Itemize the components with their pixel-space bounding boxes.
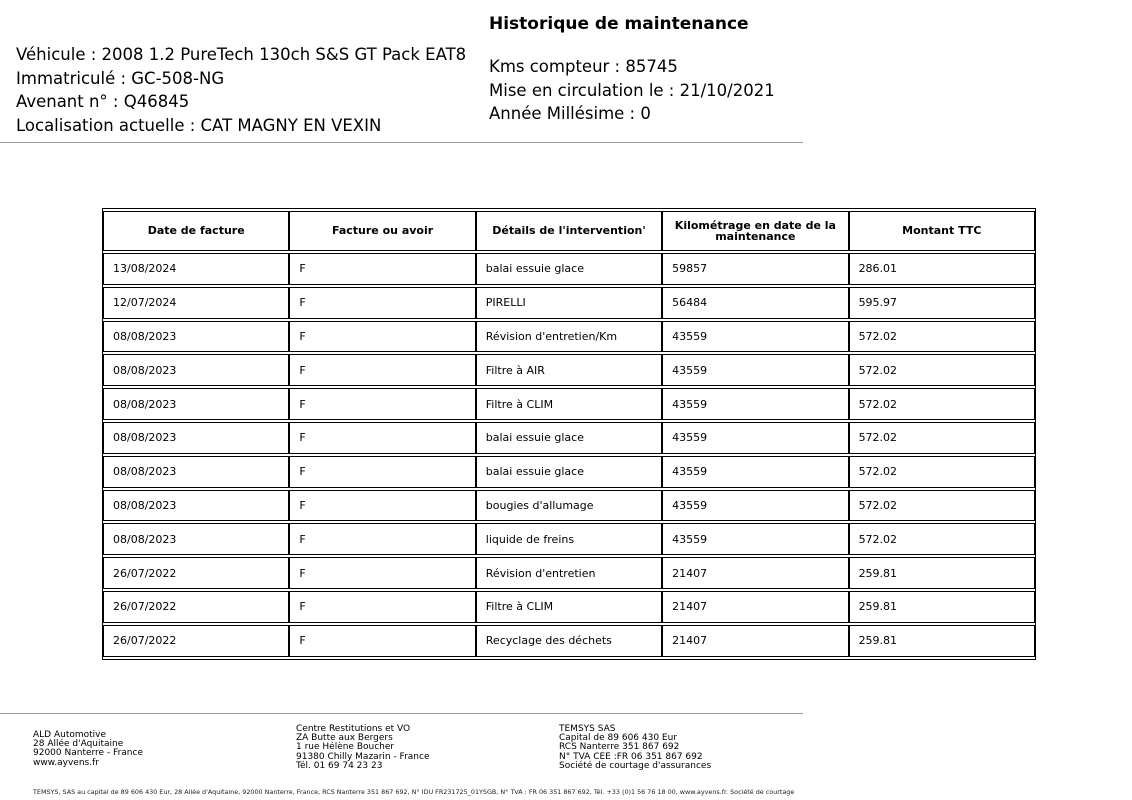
amount-cell: 595.97 bbox=[849, 287, 1035, 319]
column-header: Kilométrage en date de la maintenance bbox=[662, 211, 848, 251]
footer-line: 92000 Nanterre - France bbox=[33, 748, 143, 759]
column-header: Facture ou avoir bbox=[289, 211, 475, 251]
mileage-cell: 21407 bbox=[662, 557, 848, 589]
invoice-date-cell: 08/08/2023 bbox=[103, 354, 289, 386]
amount-cell: 572.02 bbox=[849, 456, 1035, 488]
amount-cell: 259.81 bbox=[849, 591, 1035, 623]
intervention-details-cell: bougies d'allumage bbox=[476, 490, 662, 522]
invoice-date-cell: 26/07/2022 bbox=[103, 557, 289, 589]
table-row bbox=[103, 456, 1035, 488]
invoice-type-cell: F bbox=[289, 422, 475, 454]
column-header: Montant TTC bbox=[849, 211, 1035, 251]
mileage-cell: 43559 bbox=[662, 354, 848, 386]
invoice-date-cell: 08/08/2023 bbox=[103, 523, 289, 555]
invoice-type-cell: F bbox=[289, 253, 475, 285]
table-row bbox=[103, 354, 1035, 386]
invoice-date-cell: 13/08/2024 bbox=[103, 253, 289, 285]
amount-cell: 259.81 bbox=[849, 557, 1035, 589]
mileage-cell: 43559 bbox=[662, 321, 848, 353]
mileage-cell: 21407 bbox=[662, 591, 848, 623]
mileage-cell: 43559 bbox=[662, 490, 848, 522]
amount-cell: 572.02 bbox=[849, 354, 1035, 386]
registration-number: Immatriculé : GC-508-NG bbox=[16, 68, 225, 88]
intervention-details-cell: Recyclage des déchets bbox=[476, 625, 662, 657]
amendment-number: Avenant n° : Q46845 bbox=[16, 92, 190, 111]
footer-divider bbox=[0, 713, 803, 714]
amount-cell: 572.02 bbox=[849, 523, 1035, 555]
footer-line: N° TVA CEE :FR 06 351 867 692 bbox=[559, 751, 703, 762]
amount-cell: 259.81 bbox=[849, 625, 1035, 657]
invoice-type-cell: F bbox=[289, 591, 475, 623]
table-row bbox=[103, 321, 1035, 353]
footer-line: www.ayvens.fr bbox=[33, 757, 99, 768]
maintenance-table bbox=[102, 208, 1036, 660]
odometer-reading: Kms compteur : 85745 bbox=[489, 57, 678, 76]
invoice-type-cell: F bbox=[289, 523, 475, 555]
footer-line: Centre Restitutions et VO bbox=[296, 724, 411, 734]
intervention-details-cell: Révision d'entretien/Km bbox=[476, 321, 662, 353]
header-divider bbox=[0, 142, 803, 143]
invoice-date-cell: 08/08/2023 bbox=[103, 388, 289, 420]
table-row bbox=[103, 557, 1035, 589]
column-header: Date de facture bbox=[103, 211, 289, 251]
table-row bbox=[103, 388, 1035, 420]
footer-line: TEMSYS SAS bbox=[559, 724, 616, 734]
first-registration-date: Mise en circulation le : 21/10/2021 bbox=[489, 80, 775, 100]
table-row bbox=[103, 422, 1035, 454]
invoice-date-cell: 08/08/2023 bbox=[103, 321, 289, 353]
intervention-details-cell: Filtre à AIR bbox=[476, 354, 662, 386]
invoice-type-cell: F bbox=[289, 456, 475, 488]
invoice-date-cell: 26/07/2022 bbox=[103, 591, 289, 623]
mileage-cell: 21407 bbox=[662, 625, 848, 657]
mileage-cell: 56484 bbox=[662, 287, 848, 319]
footer-line: Tél. 01 69 74 23 23 bbox=[296, 760, 383, 771]
invoice-date-cell: 08/08/2023 bbox=[103, 490, 289, 522]
mileage-cell: 43559 bbox=[662, 456, 848, 488]
footer-line: Capital de 89 606 430 Eur bbox=[559, 733, 678, 744]
amount-cell: 572.02 bbox=[849, 321, 1035, 353]
intervention-details-cell: PIRELLI bbox=[476, 287, 662, 319]
invoice-date-cell: 08/08/2023 bbox=[103, 422, 289, 454]
intervention-details-cell: Filtre à CLIM bbox=[476, 388, 662, 420]
amount-cell: 572.02 bbox=[849, 490, 1035, 522]
mileage-cell: 59857 bbox=[662, 253, 848, 285]
intervention-details-cell: liquide de freins bbox=[476, 523, 662, 555]
invoice-type-cell: F bbox=[289, 321, 475, 353]
mileage-cell: 43559 bbox=[662, 523, 848, 555]
table-row bbox=[103, 490, 1035, 522]
table-body bbox=[103, 253, 1035, 657]
invoice-type-cell: F bbox=[289, 354, 475, 386]
invoice-type-cell: F bbox=[289, 557, 475, 589]
invoice-date-cell: 26/07/2022 bbox=[103, 625, 289, 657]
footer-line: 91380 Chilly Mazarin - France bbox=[296, 751, 430, 762]
footer-line: Société de courtage d'assurances bbox=[559, 760, 712, 771]
invoice-type-cell: F bbox=[289, 287, 475, 319]
table-row bbox=[103, 625, 1035, 657]
footer-legal-entity bbox=[559, 725, 711, 771]
table-row bbox=[103, 287, 1035, 319]
footer-line: ALD Automotive bbox=[33, 730, 107, 740]
intervention-details-cell: Filtre à CLIM bbox=[476, 591, 662, 623]
intervention-details-cell: Révision d'entretien bbox=[476, 557, 662, 589]
vehicle-info bbox=[16, 43, 466, 137]
vehicle-model: Véhicule : 2008 1.2 PureTech 130ch S&S GT Pack EAT8 bbox=[16, 45, 467, 64]
mileage-cell: 43559 bbox=[662, 422, 848, 454]
footer-company-address bbox=[33, 731, 143, 768]
amount-cell: 572.02 bbox=[849, 422, 1035, 454]
footer-line: ZA Butte aux Bergers bbox=[296, 733, 393, 744]
footer-line: 28 Allée d'Aquitaine bbox=[33, 739, 124, 750]
page-title: Historique de maintenance bbox=[489, 14, 749, 34]
intervention-details-cell: balai essuie glace bbox=[476, 456, 662, 488]
table-header-row bbox=[103, 211, 1035, 251]
amount-cell: 572.02 bbox=[849, 388, 1035, 420]
table-row bbox=[103, 523, 1035, 555]
footer-line: 1 rue Hélène Boucher bbox=[296, 742, 395, 753]
invoice-type-cell: F bbox=[289, 625, 475, 657]
invoice-type-cell: F bbox=[289, 388, 475, 420]
mileage-info bbox=[489, 55, 775, 126]
footer-line: RCS Nanterre 351 867 692 bbox=[559, 742, 680, 753]
intervention-details-cell: balai essuie glace bbox=[476, 422, 662, 454]
mileage-cell: 43559 bbox=[662, 388, 848, 420]
table-row bbox=[103, 253, 1035, 285]
amount-cell: 286.01 bbox=[849, 253, 1035, 285]
invoice-type-cell: F bbox=[289, 490, 475, 522]
current-location: Localisation actuelle : CAT MAGNY EN VEXIN bbox=[16, 115, 382, 135]
invoice-date-cell: 08/08/2023 bbox=[103, 456, 289, 488]
legal-notice: TEMSYS, SAS au capital de 89 606 430 Eur, 28 Allée d'Aquitaine, 92000 Nanterre, France, RCS Nanterre 351 867 692, N° IDU FR231725_01YSGB, N° TVA : FR 06 351 867 692, Tél. +33 (0)1 56 76 18 00, www.ayvens.fr. Société de courtage bbox=[33, 789, 795, 796]
intervention-details-cell: balai essuie glace bbox=[476, 253, 662, 285]
column-header: Détails de l'intervention' bbox=[476, 211, 662, 251]
footer-restitution-center bbox=[296, 725, 430, 771]
model-year: Année Millésime : 0 bbox=[489, 104, 651, 123]
table-row bbox=[103, 591, 1035, 623]
invoice-date-cell: 12/07/2024 bbox=[103, 287, 289, 319]
